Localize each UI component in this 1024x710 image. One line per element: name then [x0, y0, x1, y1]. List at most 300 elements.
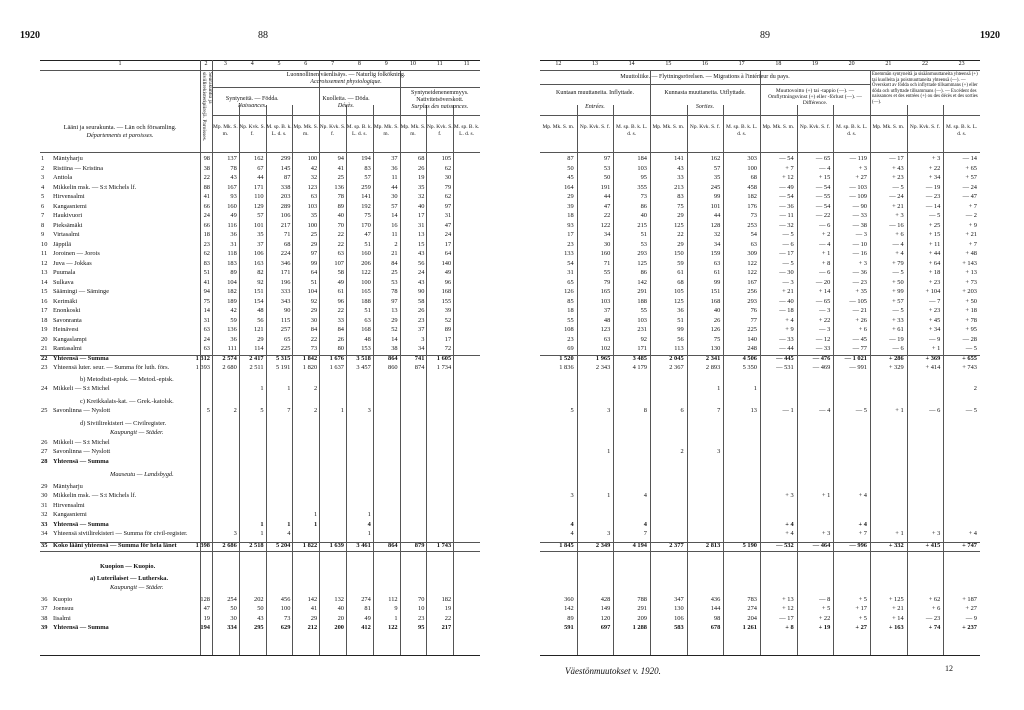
- data-cell: 254: [227, 595, 237, 603]
- data-cell: 115: [281, 316, 291, 324]
- data-cell: 3 457: [356, 364, 371, 371]
- data-cell: 25: [391, 269, 398, 276]
- data-cell: 17: [567, 231, 574, 238]
- row-number: 23: [41, 364, 48, 371]
- row-number: 31: [41, 501, 48, 509]
- data-cell: 30: [603, 240, 611, 248]
- data-cell: 176: [747, 202, 757, 210]
- section-heading: Kaupungit — Städer.: [110, 429, 164, 436]
- data-cell: + 23: [928, 278, 941, 286]
- data-cell: — 4: [819, 164, 831, 172]
- data-cell: 456: [280, 595, 291, 603]
- data-cell: 257: [280, 326, 291, 333]
- row-number: 38: [41, 614, 48, 622]
- head-moves-rule: [540, 84, 870, 85]
- data-cell: 2 341: [705, 354, 721, 362]
- data-cell: 18: [567, 212, 574, 219]
- data-cell: + 203: [962, 288, 977, 295]
- data-cell: 98: [713, 614, 721, 622]
- data-cell: 55: [603, 269, 611, 276]
- data-cell: 7: [287, 407, 291, 414]
- data-cell: 103: [600, 297, 611, 305]
- data-cell: 83: [677, 193, 684, 200]
- head-births-fr: Naissances.: [237, 103, 267, 109]
- parish-count-cell: 83: [203, 259, 210, 267]
- data-cell: 123: [600, 326, 611, 333]
- data-cell: — 30: [779, 269, 794, 276]
- data-cell: + 125: [888, 595, 904, 603]
- data-cell: — 3: [855, 231, 867, 238]
- parish-count-cell: 41: [203, 193, 210, 200]
- data-cell: — 9: [929, 335, 941, 343]
- data-cell: 23: [567, 240, 574, 248]
- section-heading: d) Siviilirekisteri — Civilregister.: [80, 419, 167, 427]
- data-cell: 4 179: [632, 364, 647, 371]
- data-cell: 274: [747, 605, 757, 612]
- data-cell: 87: [284, 174, 291, 181]
- data-cell: 231: [637, 326, 647, 333]
- data-cell: 140: [441, 259, 452, 267]
- section-heading: c) Kreikkalais-kat. — Grek.-katolsk.: [80, 397, 174, 405]
- data-cell: + 14: [892, 614, 904, 622]
- row-number: 26: [41, 438, 48, 446]
- col-number: 13: [591, 61, 598, 67]
- data-cell: 65: [284, 335, 291, 343]
- head-main-rule: [212, 87, 480, 88]
- row-number: 24: [41, 385, 48, 392]
- data-cell: + 27: [855, 624, 867, 631]
- data-cell: 1 637: [329, 364, 344, 371]
- data-cell: + 19: [818, 624, 831, 631]
- data-cell: + 3: [931, 155, 941, 162]
- row-label: Kerimäki: [53, 297, 78, 305]
- data-cell: 59: [230, 316, 237, 324]
- data-cell: 19: [444, 605, 452, 612]
- row-label: Mäntyharju: [53, 155, 83, 162]
- data-cell: 5 350: [742, 364, 757, 371]
- data-cell: 126: [710, 326, 721, 333]
- parish-count-cell: 66: [203, 202, 210, 210]
- parish-count-cell: 22: [203, 174, 210, 181]
- data-cell: 45: [567, 174, 574, 181]
- data-cell: 299: [280, 155, 291, 162]
- parish-count-cell: 38: [203, 164, 210, 172]
- data-cell: 192: [361, 202, 371, 210]
- data-cell: 34: [713, 240, 721, 248]
- data-cell: 133: [564, 250, 574, 257]
- data-cell: 1: [287, 385, 291, 392]
- data-cell: + 57: [965, 174, 977, 181]
- data-cell: + 5: [858, 614, 867, 622]
- data-cell: + 23: [928, 307, 941, 314]
- row-number: 18: [41, 316, 48, 324]
- row-label: Kuopio: [53, 595, 73, 603]
- data-cell: + 1: [895, 407, 904, 414]
- data-cell: 168: [710, 297, 721, 305]
- row-number: 8: [41, 221, 45, 229]
- data-cell: 309: [747, 250, 757, 257]
- row-label: Yhteensä luter. seur. — Summa för luth. förs.: [53, 364, 170, 371]
- data-cell: 217: [280, 221, 291, 229]
- parish-count-cell: 1 398: [195, 541, 210, 549]
- footer-page-number: 12: [945, 664, 953, 673]
- data-cell: 26: [418, 307, 425, 314]
- data-cell: + 95: [965, 326, 977, 333]
- row-label: Yhteensä — Summa: [53, 457, 109, 465]
- data-cell: 10: [418, 605, 425, 612]
- data-cell: 37: [418, 326, 425, 333]
- data-cell: 104: [227, 278, 237, 286]
- data-cell: — 6: [782, 240, 794, 248]
- data-cell: 5 315: [276, 354, 291, 362]
- data-cell: + 21: [892, 202, 904, 210]
- data-cell: 31: [444, 212, 452, 219]
- data-cell: 101: [254, 221, 264, 229]
- row-label: Kangasniemi: [53, 511, 87, 518]
- data-cell: + 3: [895, 212, 904, 219]
- data-cell: 97: [391, 297, 398, 305]
- data-cell: — 55: [815, 193, 831, 200]
- data-cell: 9: [394, 605, 398, 612]
- data-cell: 697: [600, 624, 611, 631]
- data-cell: + 332: [888, 541, 904, 549]
- data-cell: 224: [280, 250, 291, 257]
- data-cell: 1 605: [436, 354, 452, 362]
- parish-count-cell: 66: [203, 221, 210, 229]
- data-cell: 155: [441, 297, 452, 305]
- data-cell: + 286: [888, 354, 904, 362]
- data-cell: 212: [307, 624, 318, 631]
- data-cell: 99: [310, 259, 318, 267]
- data-cell: 160: [361, 250, 371, 257]
- data-cell: + 4: [895, 250, 904, 257]
- data-cell: 22: [337, 307, 344, 314]
- data-cell: 83: [364, 164, 371, 172]
- data-cell: — 6: [929, 407, 941, 414]
- data-cell: 32: [418, 193, 425, 200]
- data-cell: + 7: [858, 530, 867, 537]
- data-cell: 51: [677, 316, 684, 324]
- data-cell: 30: [444, 174, 452, 181]
- data-cell: 100: [361, 278, 371, 286]
- row-number: 7: [41, 212, 45, 219]
- data-cell: + 13: [965, 269, 977, 276]
- data-cell: + 62: [928, 595, 941, 603]
- row-number: 29: [41, 482, 48, 490]
- row-label: Joensuu: [53, 605, 74, 612]
- row-label: Heinävesi: [53, 326, 79, 333]
- data-cell: + 44: [928, 250, 941, 257]
- data-cell: + 26: [855, 316, 867, 324]
- data-cell: 2: [973, 385, 977, 392]
- head-deaths-fr: Décès.: [337, 103, 355, 109]
- data-cell: + 12: [782, 605, 794, 612]
- data-cell: 42: [310, 164, 318, 172]
- data-cell: 4: [643, 492, 647, 499]
- row-label: Savonlinna — Nyslott: [53, 407, 111, 414]
- data-cell: 55: [640, 307, 647, 314]
- data-cell: 145: [280, 164, 291, 172]
- data-cell: 1 676: [329, 354, 344, 362]
- row-number: 9: [41, 231, 45, 238]
- row-label: Koko lääni yhteensä — Summa för hela länet: [53, 541, 177, 549]
- data-cell: 142: [637, 278, 647, 286]
- data-cell: 63: [310, 193, 318, 200]
- col-number: 8: [357, 61, 361, 67]
- data-cell: 40: [337, 605, 344, 612]
- data-cell: 225: [280, 345, 291, 352]
- data-cell: 96: [444, 278, 452, 286]
- data-cell: 84: [337, 326, 344, 333]
- data-cell: + 17: [855, 605, 867, 612]
- data-cell: 108: [564, 326, 574, 333]
- parish-count-cell: 128: [200, 595, 210, 603]
- data-cell: — 17: [889, 155, 904, 162]
- data-cell: 69: [567, 345, 574, 352]
- data-cell: — 18: [779, 307, 794, 314]
- data-cell: 15: [418, 240, 425, 248]
- data-cell: — 14: [962, 155, 977, 162]
- data-cell: — 11: [779, 212, 794, 219]
- data-cell: 864: [388, 354, 398, 362]
- data-cell: — 16: [852, 250, 867, 257]
- data-cell: — 54: [815, 183, 831, 191]
- parish-count-cell: 94: [203, 288, 210, 295]
- data-cell: 130: [710, 345, 721, 352]
- data-cell: — 996: [849, 541, 867, 549]
- data-cell: 245: [710, 183, 721, 191]
- row-label: Savonlinna — Nyslott: [53, 448, 111, 455]
- data-cell: 163: [254, 259, 264, 267]
- data-cell: 101: [710, 202, 721, 210]
- data-cell: 57: [257, 212, 264, 219]
- data-cell: — 5: [782, 231, 794, 238]
- parish-count-cell: 88: [203, 183, 210, 191]
- data-cell: 412: [361, 624, 371, 631]
- data-cell: 50: [567, 164, 574, 172]
- data-cell: 22: [337, 231, 344, 238]
- data-cell: 125: [637, 259, 647, 267]
- data-cell: 56: [418, 259, 425, 267]
- data-cell: 360: [564, 595, 574, 603]
- col-divider: [453, 105, 454, 655]
- data-cell: 40: [713, 307, 721, 314]
- data-cell: 75: [713, 335, 721, 343]
- data-cell: 171: [637, 345, 647, 352]
- row-number: 33: [41, 520, 48, 528]
- sub-col-header: Np. Kvk. S. f.: [579, 124, 611, 130]
- data-cell: 1 288: [632, 624, 647, 631]
- data-cell: 43: [418, 278, 425, 286]
- data-cell: 591: [564, 624, 574, 631]
- data-cell: — 28: [962, 335, 977, 343]
- data-cell: 788: [637, 595, 647, 603]
- data-cell: 2 518: [249, 541, 264, 549]
- data-cell: + 79: [892, 259, 904, 267]
- data-cell: 162: [254, 155, 264, 162]
- data-cell: + 11: [928, 240, 941, 248]
- data-cell: 110: [254, 193, 264, 200]
- parish-count-cell: 31: [203, 316, 210, 324]
- data-cell: 4 506: [742, 354, 757, 362]
- data-cell: 3 461: [356, 541, 371, 549]
- data-cell: + 1: [895, 530, 904, 537]
- data-cell: — 8: [819, 595, 831, 603]
- data-cell: — 10: [852, 240, 867, 248]
- data-cell: + 3: [931, 530, 941, 537]
- data-cell: 194: [361, 155, 371, 162]
- col-number: 7: [331, 61, 335, 67]
- data-cell: 43: [677, 164, 684, 172]
- sub-head-rule: [212, 115, 480, 116]
- data-cell: 105: [674, 288, 684, 295]
- data-cell: 248: [747, 345, 757, 352]
- data-cell: 4: [570, 530, 574, 537]
- data-cell: 58: [418, 297, 425, 305]
- data-cell: 86: [640, 202, 647, 210]
- sub-col-header: M. sp. B. k. L. d. s.: [946, 124, 978, 137]
- data-cell: 864: [388, 541, 398, 549]
- section-heading: Kaupungit — Städer.: [110, 584, 164, 591]
- data-cell: 92: [640, 335, 647, 343]
- row-number: 25: [41, 407, 48, 414]
- data-cell: 47: [603, 202, 611, 210]
- data-cell: — 469: [812, 364, 831, 371]
- data-cell: 89: [567, 614, 574, 622]
- data-cell: — 464: [812, 541, 831, 549]
- data-cell: 436: [710, 595, 721, 603]
- data-cell: — 532: [776, 541, 794, 549]
- data-cell: + 1: [931, 345, 941, 352]
- data-cell: + 9: [968, 221, 977, 229]
- data-cell: 63: [337, 250, 344, 257]
- data-cell: + 27: [855, 174, 867, 181]
- head-surplus: Syntyneidenenemmyys. Nativitetsöverskott.: [411, 90, 469, 103]
- data-cell: — 23: [925, 193, 941, 200]
- col-number: 21: [885, 61, 892, 67]
- parish-count-cell: 51: [203, 269, 210, 276]
- data-cell: 61: [713, 269, 721, 276]
- data-cell: — 3: [819, 307, 831, 314]
- parish-count-cell: 41: [203, 278, 210, 286]
- data-cell: 8: [643, 407, 647, 414]
- data-cell: 164: [564, 183, 574, 191]
- data-cell: + 73: [965, 278, 977, 286]
- data-cell: 62: [444, 164, 452, 172]
- data-cell: 3 485: [632, 354, 647, 362]
- data-cell: 44: [603, 193, 611, 200]
- data-cell: 82: [257, 269, 264, 276]
- data-cell: 94: [337, 155, 344, 162]
- data-cell: — 476: [812, 354, 831, 362]
- data-cell: 24: [444, 231, 452, 238]
- data-cell: 95: [640, 174, 647, 181]
- data-cell: + 7: [968, 202, 977, 210]
- data-cell: 52: [391, 326, 398, 333]
- row-label: Iisalmi: [53, 614, 71, 622]
- data-cell: 122: [388, 624, 398, 631]
- data-cell: 34: [603, 231, 611, 238]
- data-cell: 151: [710, 288, 721, 295]
- data-cell: + 25: [928, 221, 941, 229]
- data-cell: — 38: [852, 221, 867, 229]
- row-label: Juva — Jokkas: [53, 259, 92, 267]
- row-label: Yhteensä — Summa: [53, 520, 109, 528]
- data-cell: 347: [674, 595, 684, 603]
- data-cell: 50: [230, 605, 237, 612]
- data-cell: 1 820: [302, 364, 318, 371]
- head-births: Syntyneitä. — Födda.: [225, 96, 279, 102]
- data-cell: 54: [750, 231, 757, 238]
- data-cell: 13: [750, 407, 757, 414]
- data-cell: 73: [750, 212, 757, 219]
- data-cell: + 18: [965, 307, 977, 314]
- data-cell: 1 520: [559, 354, 574, 362]
- row-number: 21: [41, 345, 48, 352]
- data-cell: + 369: [925, 354, 941, 362]
- row-label: Yhteensä — Summa: [53, 624, 109, 631]
- sub-col-header: M. sp. B. k. L. d. s.: [836, 124, 868, 137]
- data-cell: 167: [747, 278, 757, 286]
- data-cell: 50: [603, 174, 611, 181]
- data-cell: 874: [414, 364, 425, 371]
- head-out: Kunnasta muuttaneita. Utflyttade.: [664, 90, 746, 96]
- sub-head-rule: [540, 115, 980, 116]
- data-cell: 35: [310, 212, 318, 219]
- data-cell: 343: [280, 297, 291, 305]
- data-cell: 136: [227, 326, 237, 333]
- parish-count-cell: 62: [203, 250, 210, 257]
- data-cell: 160: [600, 250, 611, 257]
- data-cell: — 3: [782, 278, 794, 286]
- data-cell: 215: [637, 221, 647, 229]
- sub-col-header: Mp. Mk. S. m.: [373, 124, 399, 137]
- data-cell: 274: [361, 595, 371, 603]
- data-cell: — 36: [779, 202, 794, 210]
- data-cell: — 6: [819, 221, 831, 229]
- data-cell: 22: [337, 240, 344, 248]
- data-cell: 93: [230, 193, 237, 200]
- section-heading: Kuopion — Kuopio.: [100, 563, 156, 570]
- sub-col-header: Np. Kvk. S. f.: [909, 124, 941, 130]
- data-cell: 51: [364, 307, 371, 314]
- data-cell: 22: [444, 614, 452, 622]
- data-cell: 162: [710, 155, 721, 162]
- data-cell: 122: [600, 221, 611, 229]
- data-cell: 56: [257, 316, 264, 324]
- data-cell: — 20: [815, 278, 831, 286]
- data-cell: 5 204: [276, 541, 291, 549]
- data-cell: 36: [677, 307, 684, 314]
- data-cell: + 99: [892, 288, 904, 295]
- data-cell: 99: [713, 193, 721, 200]
- data-cell: 333: [280, 288, 291, 295]
- data-cell: 879: [414, 541, 425, 549]
- head-main: Luonnollinen väenlisäys. — Naturlig folkökning.: [286, 72, 406, 78]
- parish-count-cell: 24: [203, 335, 210, 343]
- data-cell: 39: [567, 202, 574, 210]
- data-cell: 3: [570, 492, 574, 499]
- data-cell: 3: [607, 530, 611, 537]
- data-cell: — 9: [965, 614, 977, 622]
- data-cell: + 414: [925, 364, 941, 371]
- data-cell: 1: [260, 520, 264, 528]
- data-cell: 36: [230, 335, 237, 343]
- data-cell: 188: [361, 297, 371, 305]
- data-cell: + 7: [968, 240, 977, 248]
- data-cell: 122: [747, 269, 757, 276]
- sub-col-header: Mp. Mk. S. m.: [762, 124, 795, 130]
